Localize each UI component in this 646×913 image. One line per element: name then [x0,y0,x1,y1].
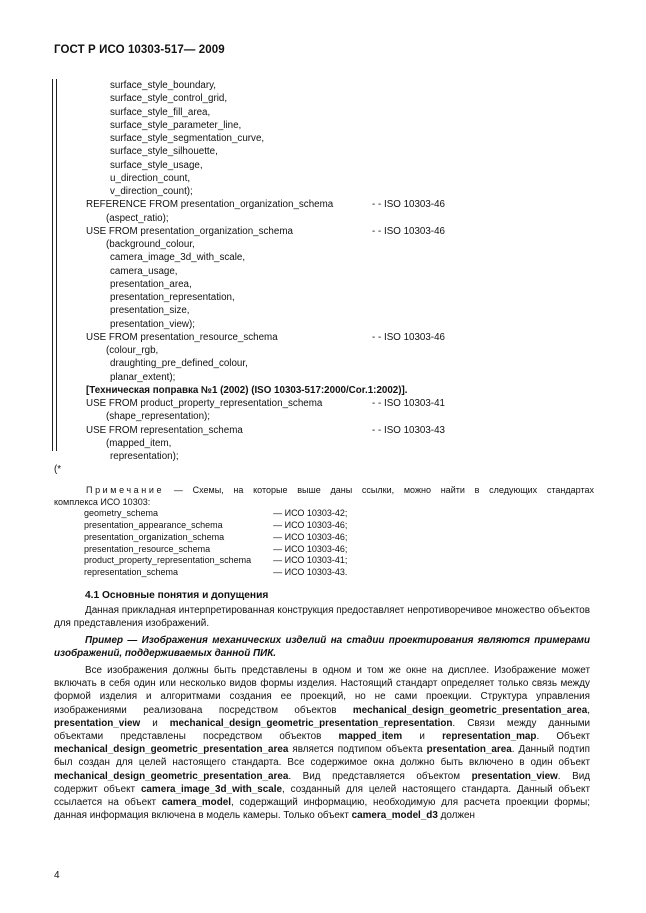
code-text: surface_style_control_grid, [110,93,228,105]
code-line [86,291,606,304]
entity-name: mechanical_design_geometric_presentation_representation [169,717,453,729]
code-text: presentation_area, [110,278,192,290]
code-text: surface_style_silhouette, [110,146,218,158]
code-line [86,397,606,410]
entity-name: camera_image_3d_with_scale [140,783,283,795]
change-bar-right [56,79,57,451]
entity-name: mechanical_design_geometric_presentation_area [54,744,289,756]
code-line [86,251,606,264]
ref-row [84,544,347,556]
code-text: presentation_representation, [110,292,235,303]
code-line [86,225,606,238]
note-refs-table [84,508,347,579]
section-paragraph-2 [54,664,590,822]
ref-row [84,520,347,532]
entity-name: representation_map [442,731,537,743]
code-text: surface_style_parameter_line, [110,119,242,131]
ref-row [84,532,347,544]
entity-name: presentation_view [54,717,141,729]
code-line [86,304,606,317]
code-line [86,265,606,278]
code-text: camera_usage, [110,265,178,277]
code-line [86,172,606,185]
code-text: camera_image_3d_with_scale, [110,252,246,264]
ref-schema: representation_schema [84,567,179,578]
ref-row [84,508,347,520]
ref-schema: presentation_appearance_schema [84,519,223,530]
ref-standard: — ИСО 10303-46; [273,543,348,554]
note-block [54,485,594,579]
code-text: representation); [110,451,179,462]
code-text: draughting_pre_defined_colour, [110,358,248,370]
page-number: 4 [54,870,60,881]
code-line [86,119,606,132]
ref-schema: geometry_schema [84,508,159,519]
text-run: . Вид содержит объект [54,770,590,795]
entity-name: mapped_item [338,731,403,743]
code-comment: - - ISO 10303-46 [372,225,445,237]
text-run: , [587,704,590,716]
text-run: и [402,731,443,743]
code-line [86,424,606,437]
text-run: является подтипом объекта [288,744,427,756]
express-code-block [86,79,606,463]
code-text: [Техническая поправка №1 (2002) (ISO 10303-517:2000/Cor.1:2002)]. [86,384,408,396]
code-text: planar_extent); [110,371,176,383]
ref-standard: — ИСО 10303-43. [273,567,348,578]
text-run: . Данный подтип был создан для целей настоящего стандарта. Все содержимое окна должно быть включено в один объект [54,744,590,769]
code-text: v_direction_count); [110,186,193,197]
ref-schema: presentation_resource_schema [84,543,211,554]
code-line [86,185,606,198]
code-text: USE FROM presentation_resource_schema [86,331,278,343]
ref-standard: — ИСО 10303-41; [273,555,348,566]
text-run: , содержащий информацию, необходимую для расчета проекции формы; данная информация включена в модель камеры. Только объект [54,797,590,822]
code-line [86,106,606,119]
code-text: (background_colour, [106,239,195,250]
code-line [86,278,606,291]
code-line [86,437,606,450]
code-text: presentation_size, [110,305,190,317]
code-line [86,384,606,397]
change-bar-left [52,79,53,451]
text-run: Все изображения должны быть представлены в одном и том же окне на дисплее. Изображение может включать в себя один или несколько видов формы изделия. Настоящий стандарт определяет только связь между формой изделия и алгоритмами создания ее проекций, но не сами проекции. Структура управления изображениями реализована посредством объектов [54,665,590,716]
code-line [86,132,606,145]
code-text: USE FROM presentation_organization_schema [86,225,293,237]
ref-standard: — ИСО 10303-46; [273,519,348,530]
note-intro-line2: комплекса ИСО 10303: [54,496,151,507]
note-intro [54,485,594,497]
code-line [86,198,606,211]
entity-name: presentation_area [426,744,512,756]
entity-name: mechanical_design_geometric_presentation_area [54,770,289,782]
code-text: (mapped_item, [106,437,172,449]
ref-schema: presentation_organization_schema [84,531,225,542]
code-line [86,238,606,251]
code-text: (shape_representation); [106,411,211,423]
code-line [86,318,606,331]
code-text: u_direction_count, [110,172,191,184]
ref-row [84,567,347,579]
code-text: surface_style_usage, [110,159,203,171]
section-title: 4.1 Основные понятия и допущения [85,590,269,601]
code-line [86,331,606,344]
section-paragraph-1: Данная прикладная интерпретированная конструкция предоставляет непротиворечивое множество объектов для представления изображений. [54,605,590,630]
entity-name: presentation_view [471,770,558,782]
entity-name: camera_model [161,797,231,809]
text-run: должен [437,810,475,822]
text-run: . Связи между данными объектами представлены посредством объектов [54,717,590,743]
code-line [86,92,606,105]
ref-schema: product_property_representation_schema [84,555,252,566]
code-line [86,145,606,158]
text-run: . Объект [536,731,590,743]
close-comment: (* [54,464,62,475]
ref-standard: — ИСО 10303-46; [273,531,348,542]
code-line [86,357,606,370]
code-comment: - - ISO 10303-41 [372,398,445,409]
code-line [86,371,606,384]
code-line [86,344,606,357]
code-text: surface_style_segmentation_curve, [110,133,265,144]
code-comment: - - ISO 10303-43 [372,424,445,436]
code-line [86,410,606,423]
code-text: (aspect_ratio); [106,212,169,224]
code-text: surface_style_fill_area, [110,106,211,118]
code-line [86,212,606,225]
example-paragraph: Пример — Изображения механических изделий на стадии проектирования являются примерами изображений, поддерживаемых данной ПИК. [54,635,590,660]
note-intro-text: — Схемы, на которые выше даны ссылки, можно найти в следующих стандартах [164,485,594,495]
note-label: Примечание [86,485,165,495]
code-line [86,159,606,172]
text-run: и [140,717,170,729]
code-comment: - - ISO 10303-46 [372,199,445,211]
page-header: ГОСТ Р ИСО 10303-517— 2009 [54,44,225,56]
text-run: . Вид представляется объектом [288,770,472,782]
ref-standard: — ИСО 10303-42; [273,508,348,519]
code-text: surface_style_boundary, [110,80,217,91]
code-text: REFERENCE FROM presentation_organization_schema [86,199,334,211]
code-text: USE FROM representation_schema [86,424,243,436]
ref-row [84,555,347,567]
code-line [86,450,606,463]
code-text: (colour_rgb, [106,345,159,356]
code-text: USE FROM product_property_representation_schema [86,398,323,409]
entity-name: mechanical_design_geometric_presentation_area [352,704,588,716]
code-line [86,79,606,92]
text-run: , созданный для целей настоящего стандарта. Данный объект ссылается на объект [54,783,590,809]
entity-name: camera_model_d3 [351,810,438,822]
code-text: presentation_view); [110,318,195,330]
code-comment: - - ISO 10303-46 [372,331,445,343]
